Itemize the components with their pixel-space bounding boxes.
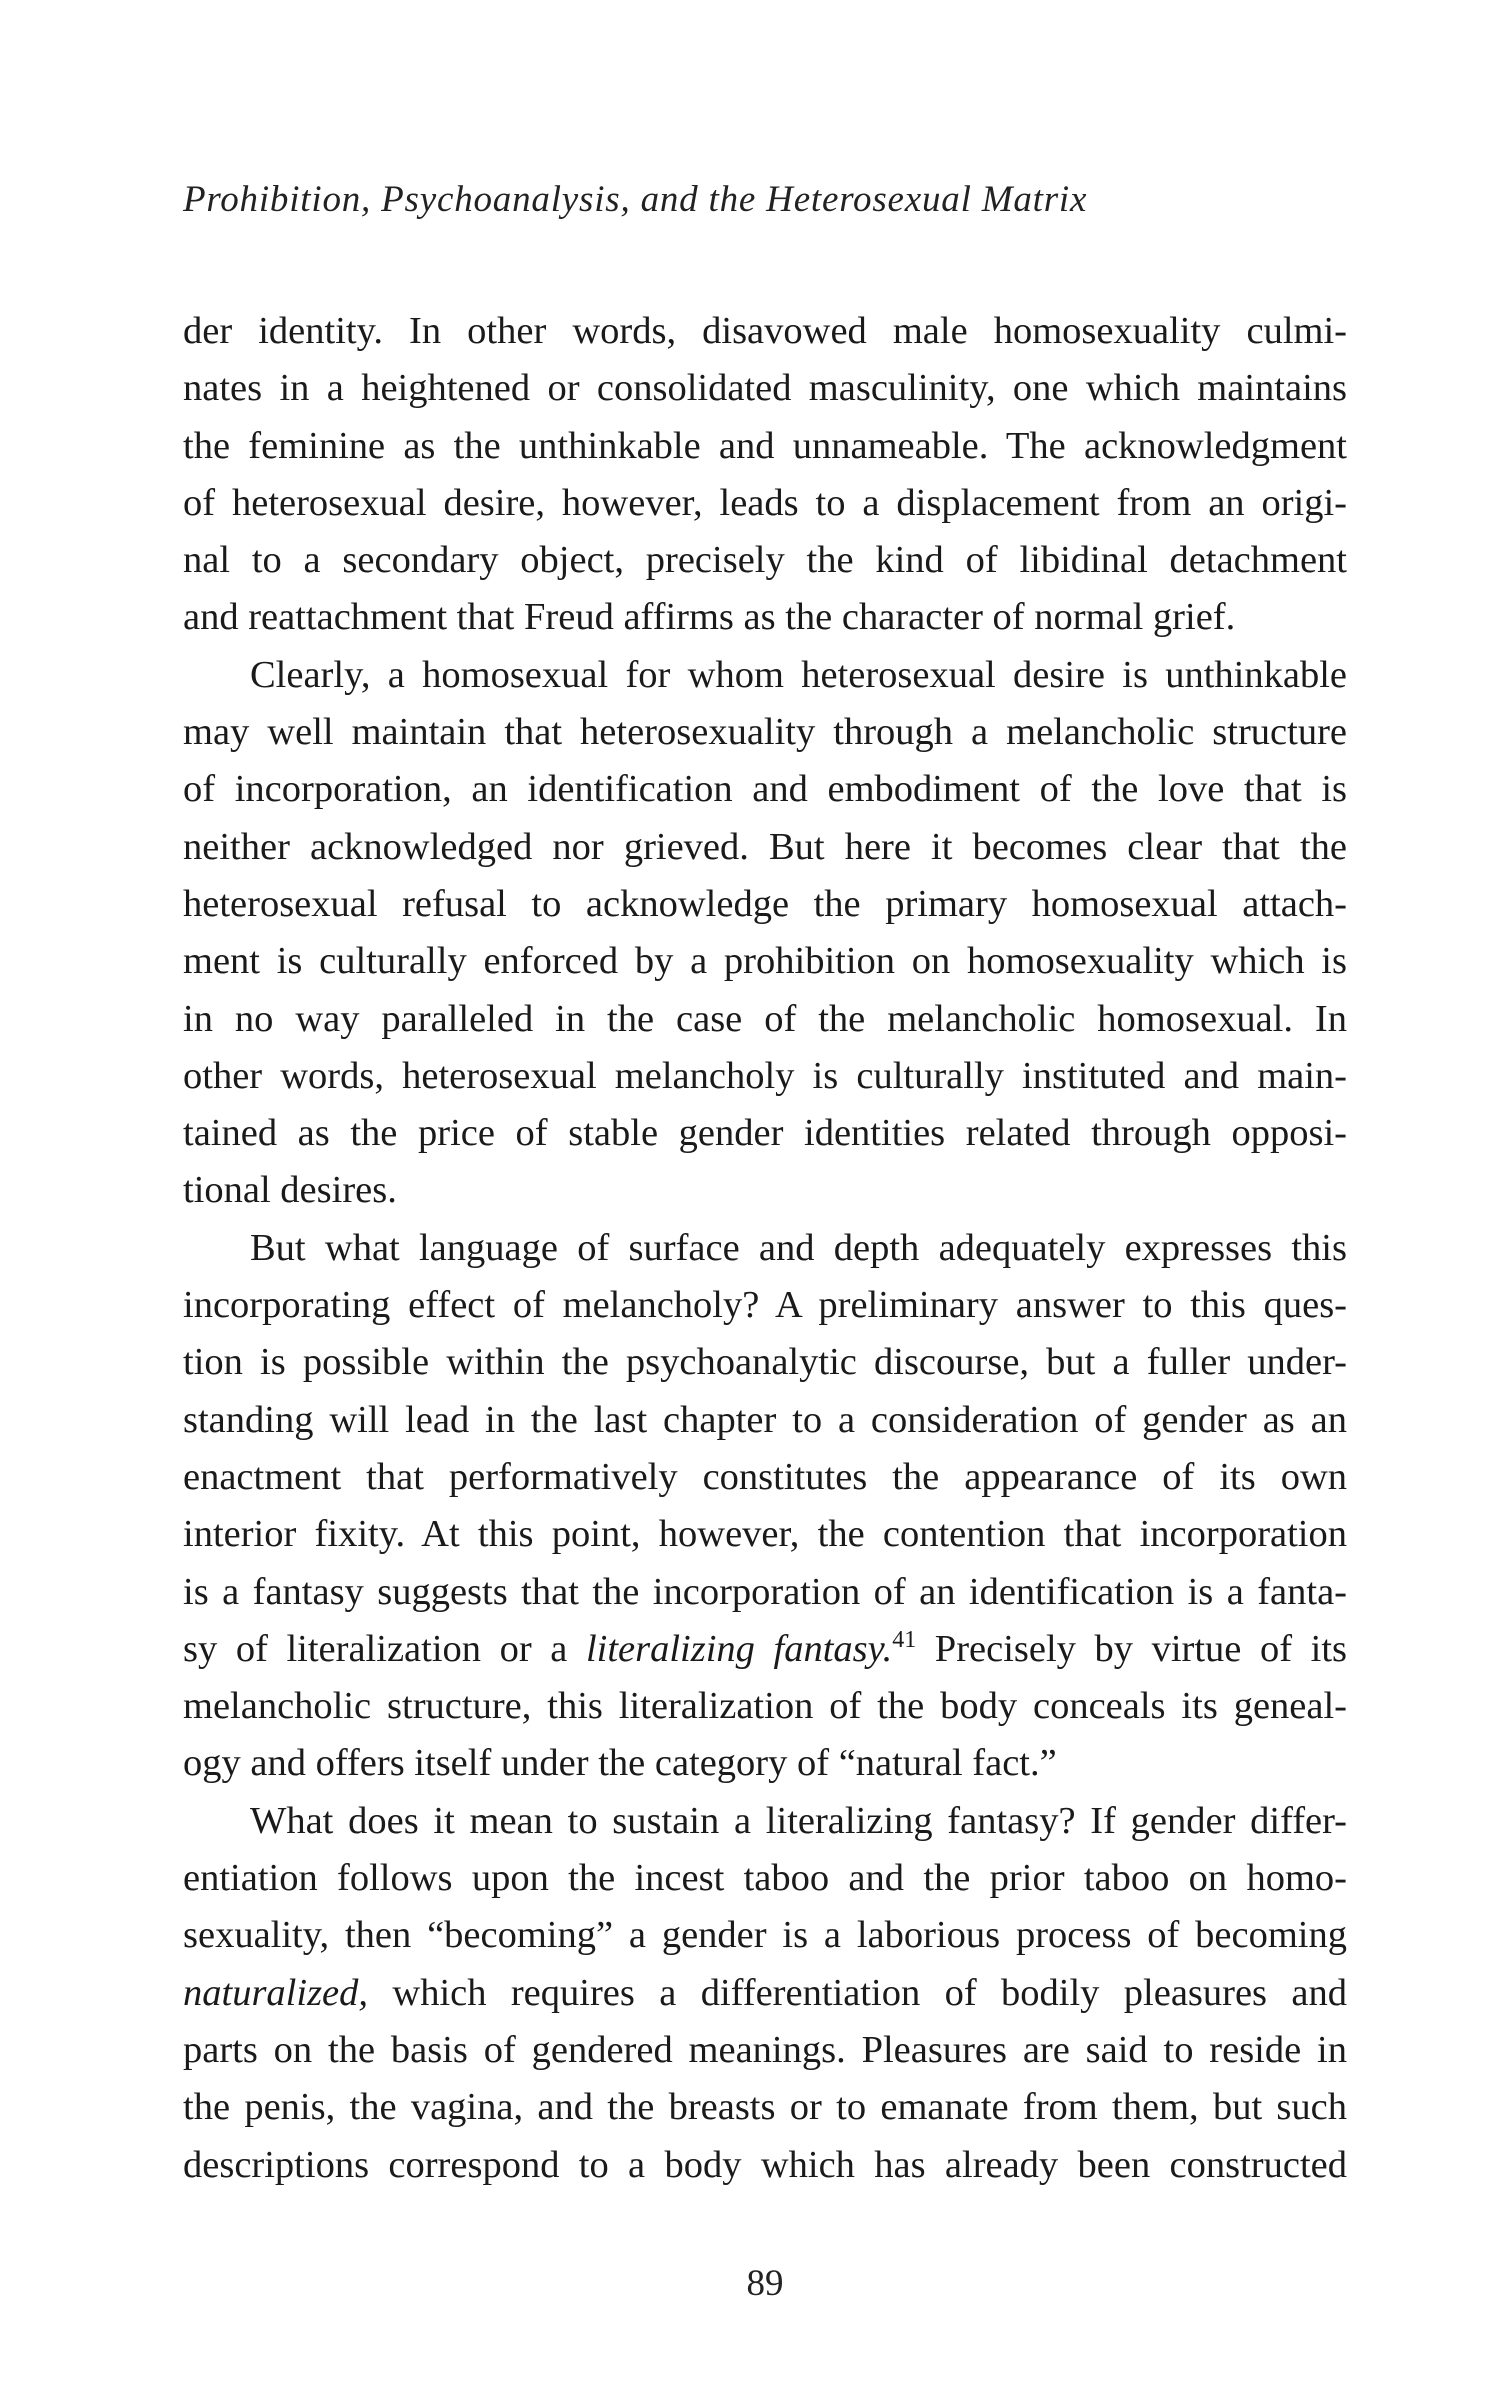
text-line: melancholic structure, this literalization of the body conceals its geneal- bbox=[183, 1685, 1347, 1728]
text-line: ment is culturally enforced by a prohibition on homosexuality which is bbox=[183, 940, 1347, 983]
text-line bbox=[183, 1621, 1347, 1678]
text-line: standing will lead in the last chapter to a consideration of gender as an bbox=[183, 1398, 1347, 1441]
text-line: sexuality, then “becoming” a gender is a laborious process of becoming bbox=[183, 1914, 1347, 1957]
page-number: 89 bbox=[746, 2263, 784, 2304]
text-line: nates in a heightened or consolidated masculinity, one which maintains bbox=[183, 367, 1347, 410]
text-line: entiation follows upon the incest taboo and the prior taboo on homo- bbox=[183, 1857, 1347, 1900]
text-line: the penis, the vagina, and the breasts or to emanate from them, but such bbox=[183, 2086, 1347, 2129]
text-line: Clearly, a homosexual for whom heterosexual desire is unthinkable bbox=[250, 653, 1347, 696]
text-line: der identity. In other words, disavowed male homosexuality culmi- bbox=[183, 310, 1347, 352]
text-line: of heterosexual desire, however, leads to a displacement from an origi- bbox=[183, 481, 1347, 524]
text-line: incorporating effect of melancholy? A preliminary answer to this ques- bbox=[183, 1284, 1347, 1327]
text-line: interior fixity. At this point, however, the contention that incorporation bbox=[183, 1513, 1347, 1556]
text-line bbox=[183, 1965, 1347, 2022]
text-line: other words, heterosexual melancholy is culturally instituted and main- bbox=[183, 1054, 1347, 1097]
text-line: the feminine as the unthinkable and unnameable. The acknowledgment bbox=[183, 424, 1347, 467]
line-text: sy of literalization or a bbox=[183, 1627, 586, 1670]
text-line: parts on the basis of gendered meanings. Pleasures are said to reside in bbox=[183, 2028, 1347, 2071]
italic-phrase: literalizing fantasy. bbox=[585, 1627, 893, 1670]
text-line: is a fantasy suggests that the incorporation of an identification is a fanta- bbox=[183, 1570, 1347, 1613]
text-line: What does it mean to sustain a literalizing fantasy? If gender differ- bbox=[250, 1799, 1347, 1842]
text-line: descriptions correspond to a body which has already been constructed bbox=[183, 2143, 1347, 2186]
footnote-ref-41[interactable]: 41 bbox=[892, 1627, 917, 1653]
body-text bbox=[183, 303, 1347, 2194]
text-line: tained as the price of stable gender identities related through opposi- bbox=[183, 1112, 1347, 1155]
text-line: of incorporation, an identification and embodiment of the love that is bbox=[183, 768, 1347, 811]
text-line: tional desires. bbox=[183, 1169, 397, 1212]
text-line: heterosexual refusal to acknowledge the primary homosexual attach- bbox=[183, 882, 1347, 925]
text-line: nal to a secondary object, precisely the kind of libidinal detachment bbox=[183, 539, 1347, 582]
running-head: Prohibition, Psychoanalysis, and the Heterosexual Matrix bbox=[183, 179, 1088, 220]
text-line: enactment that performatively constitutes the appearance of its own bbox=[183, 1455, 1347, 1498]
line-text: Precisely by virtue of its bbox=[916, 1627, 1348, 1670]
text-line: and reattachment that Freud affirms as the character of normal grief. bbox=[183, 596, 1236, 639]
text-line: tion is possible within the psychoanalytic discourse, but a fuller under- bbox=[183, 1341, 1347, 1384]
text-line: ogy and offers itself under the category of “natural fact.” bbox=[183, 1742, 1057, 1785]
line-text: which requires a differentiation of bodily pleasures and bbox=[368, 1971, 1347, 2014]
italic-phrase: naturalized, bbox=[183, 1971, 369, 2014]
text-line: may well maintain that heterosexuality through a melancholic structure bbox=[183, 711, 1347, 754]
text-line: neither acknowledged nor grieved. But here it becomes clear that the bbox=[183, 825, 1347, 868]
text-line: in no way paralleled in the case of the melancholic homosexual. In bbox=[183, 997, 1347, 1040]
text-line: But what language of surface and depth adequately expresses this bbox=[250, 1226, 1347, 1269]
